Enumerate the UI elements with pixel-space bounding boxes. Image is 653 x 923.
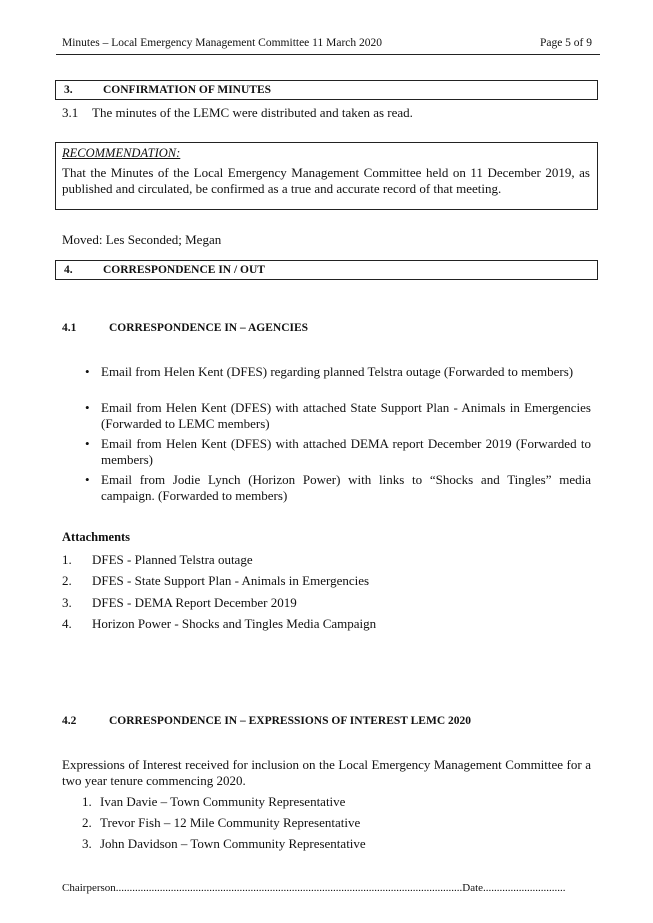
item-3-1-number: 3.1 bbox=[62, 105, 79, 120]
subsection-number: 4.2 bbox=[62, 715, 77, 727]
eoi-number: 2. bbox=[82, 815, 92, 830]
attachment-title: DFES - State Support Plan - Animals in Emergencies bbox=[92, 573, 370, 588]
bullet-text: Email from Helen Kent (DFES) with attached DEMA report December 2019 (Forwarded to members) bbox=[101, 436, 591, 467]
bullet-text: Email from Helen Kent (DFES) with attached State Support Plan - Animals in Emergencies (Forwarded to LEMC members) bbox=[101, 400, 591, 431]
eoi-intro: Expressions of Interest received for inclusion on the Local Emergency Management Committee for a two year tenure commencing 2020. bbox=[62, 757, 591, 788]
attachment-number: 3. bbox=[62, 595, 72, 610]
eoi-number: 1. bbox=[82, 794, 92, 809]
signature-line: Chairperson..............................................................................................................................Date.............................. bbox=[62, 882, 566, 894]
page-header bbox=[62, 37, 592, 49]
moved-seconded: Moved: Les Seconded; Megan bbox=[62, 232, 222, 247]
subsection-4-2-heading bbox=[62, 715, 582, 731]
section-3-heading bbox=[55, 80, 598, 100]
attachments-heading: Attachments bbox=[62, 530, 131, 544]
attachment-number: 1. bbox=[62, 552, 72, 567]
section-number: 4. bbox=[64, 264, 73, 276]
subsection-number: 4.1 bbox=[62, 322, 77, 334]
section-title: CORRESPONDENCE IN / OUT bbox=[103, 264, 265, 276]
recommendation-label: RECOMMENDATION: bbox=[62, 146, 181, 160]
bullet-icon: • bbox=[85, 436, 90, 451]
bullet-text: Email from Jodie Lynch (Horizon Power) with links to “Shocks and Tingles” media campaign. (Forwarded to members) bbox=[101, 472, 591, 503]
item-3-1-text: The minutes of the LEMC were distributed and taken as read. bbox=[92, 105, 413, 120]
bullet-icon: • bbox=[85, 400, 90, 415]
header-title: Minutes – Local Emergency Management Committee 11 March 2020 bbox=[62, 37, 383, 49]
subsection-title: CORRESPONDENCE IN – AGENCIES bbox=[109, 322, 309, 334]
eoi-number: 3. bbox=[82, 836, 92, 851]
section-title: CONFIRMATION OF MINUTES bbox=[103, 84, 272, 96]
section-4-heading bbox=[55, 260, 598, 280]
attachment-title: DFES - DEMA Report December 2019 bbox=[92, 595, 297, 610]
recommendation-text: That the Minutes of the Local Emergency Management Committee held on 11 December 2019, as published and circulated, be confirmed as a true and accurate record of that meeting. bbox=[62, 165, 590, 196]
page-number: Page 5 of 9 bbox=[539, 37, 592, 49]
bullet-icon: • bbox=[85, 364, 90, 379]
bullet-icon: • bbox=[85, 472, 90, 487]
eoi-text: Trevor Fish – 12 Mile Community Representative bbox=[100, 815, 361, 830]
subsection-4-1-heading bbox=[62, 322, 582, 338]
bullet-text: Email from Helen Kent (DFES) regarding planned Telstra outage (Forwarded to members) bbox=[101, 364, 574, 379]
eoi-text: John Davidson – Town Community Representative bbox=[100, 836, 366, 851]
eoi-text: Ivan Davie – Town Community Representative bbox=[100, 794, 346, 809]
attachment-title: Horizon Power - Shocks and Tingles Media Campaign bbox=[92, 616, 377, 631]
header-rule bbox=[56, 54, 600, 55]
subsection-title: CORRESPONDENCE IN – EXPRESSIONS OF INTEREST LEMC 2020 bbox=[109, 715, 471, 727]
attachment-number: 2. bbox=[62, 573, 72, 588]
attachment-title: DFES - Planned Telstra outage bbox=[92, 552, 253, 567]
recommendation-box bbox=[55, 142, 598, 210]
section-number: 3. bbox=[64, 84, 73, 96]
attachment-number: 4. bbox=[62, 616, 72, 631]
